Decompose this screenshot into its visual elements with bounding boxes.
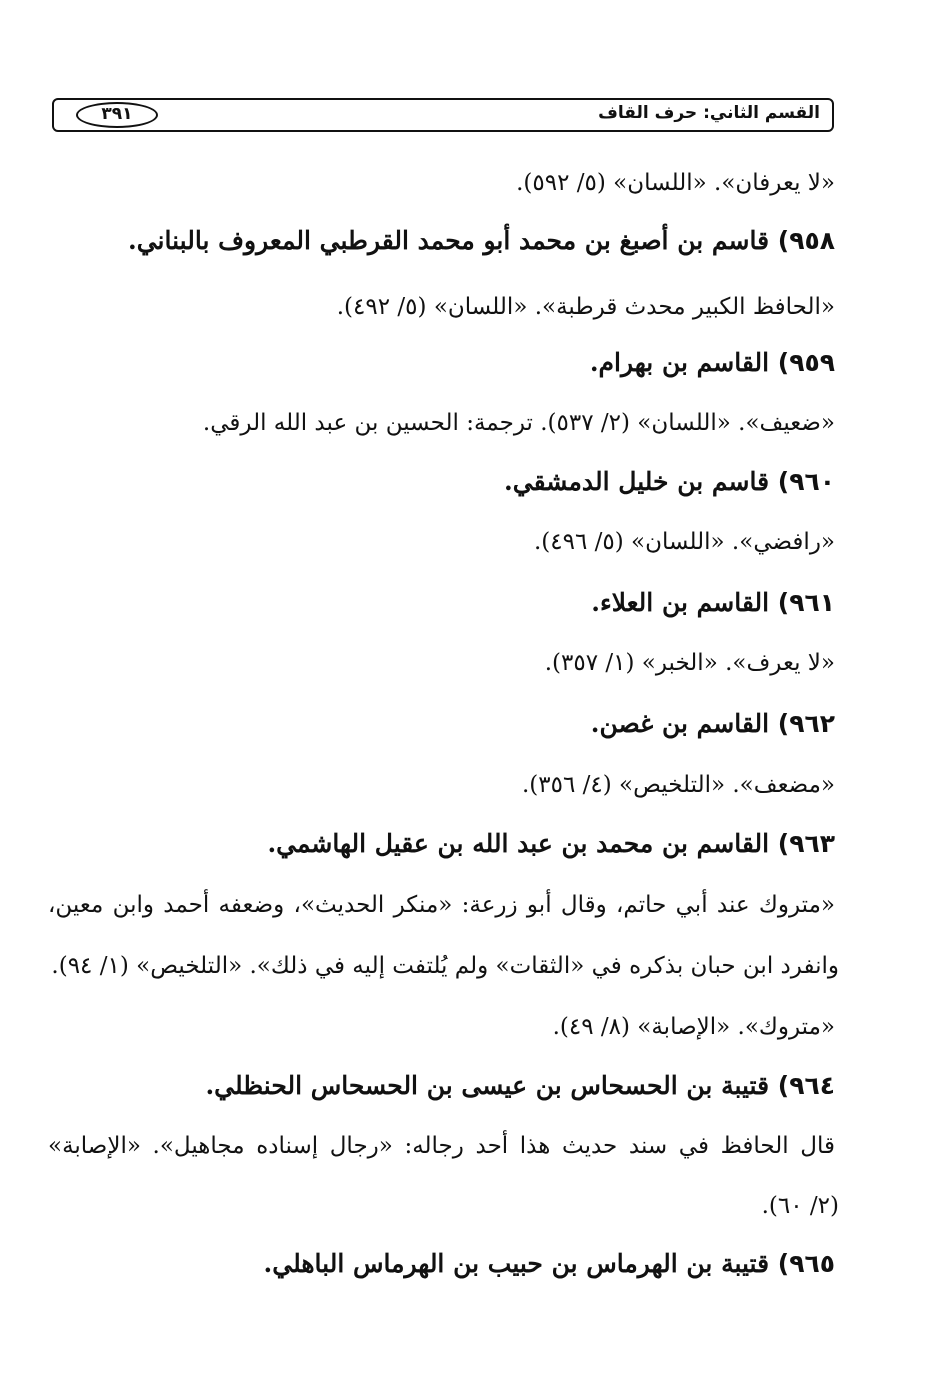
text-line: قال الحافظ في سند حديث هذا أحد رجاله: «رجال إسناده مجاهيل». «الإصابة» [48, 1133, 835, 1159]
text-line: «لا يعرفان». «اللسان» (٥/ ٥٩٢). [516, 170, 835, 196]
text-line: «متروك». «الإصابة» (٨/ ٤٩). [552, 1014, 835, 1040]
text-line: «مضعف». «التلخيص» (٤/ ٣٥٦). [521, 772, 835, 798]
entry-heading: ٩٦٤) قتيبة بن الحسحاس بن عيسى بن الحسحاس الحنظلي. [205, 1071, 835, 1100]
entry-number: ٩٦٢) [777, 709, 835, 738]
entry-heading: ٩٦٠) قاسم بن خليل الدمشقي. [504, 467, 835, 496]
section-title: القسم الثاني: حرف القاف [598, 103, 820, 123]
text-line: «ضعيف». «اللسان» (٢/ ٥٣٧). ترجمة: الحسين بن عبد الله الرقي. [202, 410, 835, 436]
entry-heading: ٩٥٨) قاسم بن أصبغ بن محمد أبو محمد القرطبي المعروف بالبناني. [128, 226, 835, 255]
entry-heading: ٩٦٣) القاسم بن محمد بن عبد الله بن عقيل الهاشمي. [267, 829, 835, 858]
text-line: وانفرد ابن حبان بذكره في «الثقات» ولم يُلتفت إليه في ذلك». «التلخيص» (١/ ٩٤). [51, 953, 839, 979]
text-line: «رافضي». «اللسان» (٥/ ٤٩٦). [533, 529, 835, 555]
text-line: (٢/ ٦٠). [761, 1193, 839, 1219]
page-number: ٣٩١ [76, 102, 158, 128]
entry-number: ٩٦٠) [777, 467, 835, 496]
entry-number: ٩٥٩) [777, 348, 835, 377]
text-line: «متروك عند أبي حاتم، وقال أبو زرعة: «منكر الحديث»، وضعفه أحمد وابن معين، [48, 892, 835, 918]
text-line: «لا يعرف». «الخبر» (١/ ٣٥٧). [544, 650, 835, 676]
entry-number: ٩٦٥) [777, 1249, 835, 1278]
entry-number: ٩٥٨) [777, 226, 835, 255]
entry-heading: ٩٦١) القاسم بن العلاء. [591, 588, 835, 617]
text-line: «الحافظ الكبير محدث قرطبة». «اللسان» (٥/ ٤٩٢). [336, 294, 835, 320]
entry-number: ٩٦٣) [777, 829, 835, 858]
entry-heading: ٩٦٥) قتيبة بن الهرماس بن حبيب بن الهرماس الباهلي. [263, 1249, 835, 1278]
entry-heading: ٩٥٩) القاسم بن بهرام. [589, 348, 835, 377]
entry-number: ٩٦٤) [777, 1071, 835, 1100]
page-header [52, 98, 834, 132]
entry-number: ٩٦١) [777, 588, 835, 617]
entry-heading: ٩٦٢) القاسم بن غصن. [590, 709, 835, 738]
